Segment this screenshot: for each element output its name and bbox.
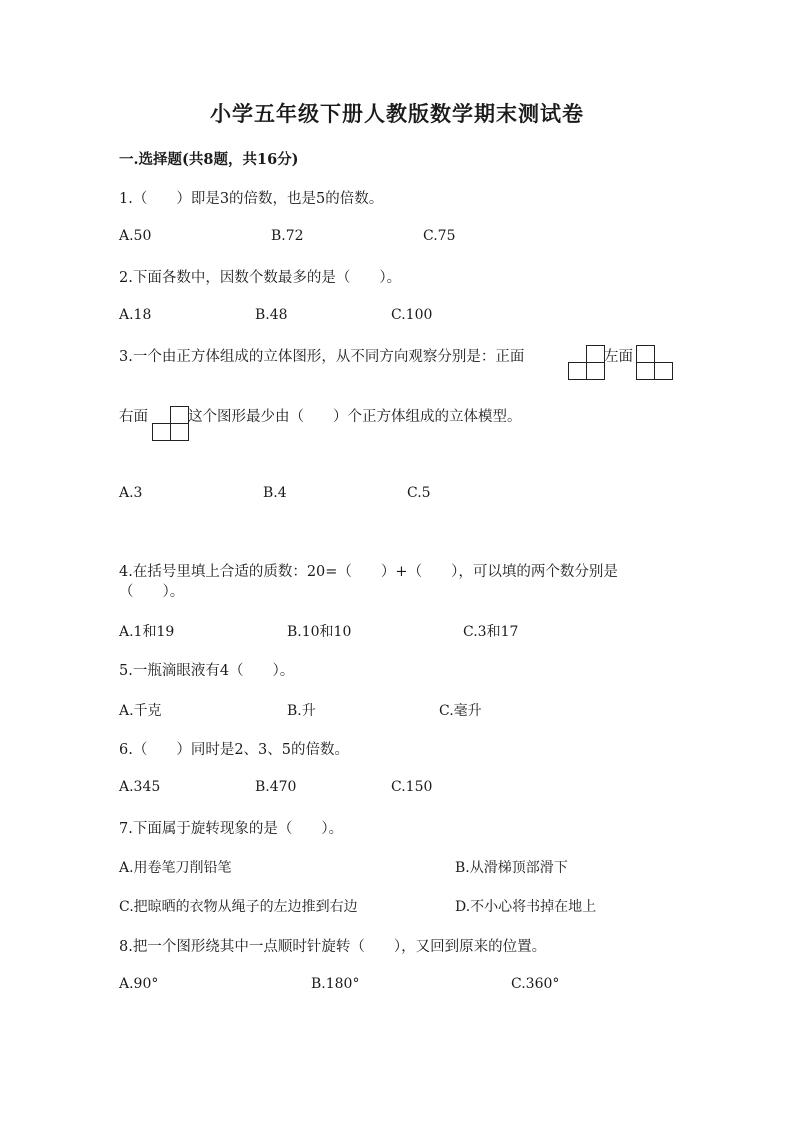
- q2-option-a[interactable]: A.18: [119, 307, 152, 323]
- q7-option-d[interactable]: D.不小心将书掉在地上: [455, 899, 597, 915]
- q5-option-c[interactable]: C.毫升: [439, 703, 482, 719]
- page-title: 小学五年级下册人教版数学期末测试卷: [210, 101, 584, 126]
- question-3-line-1: 3.一个由正方体组成的立体图形，从不同方向观察分别是：正面: [119, 349, 525, 365]
- q8-option-c[interactable]: C.360°: [511, 976, 560, 992]
- question-2: 2.下面各数中，因数个数最多的是（ ）。: [119, 270, 402, 286]
- question-7: 7.下面属于旋转现象的是（ ）。: [119, 821, 344, 837]
- q1-option-c[interactable]: C.75: [423, 228, 456, 244]
- question-4-line-1: 4.在括号里填上合适的质数：20=（ ）+（ ），可以填的两个数分别是: [119, 564, 618, 580]
- question-5: 5.一瓶滴眼液有4（ ）。: [119, 663, 295, 679]
- q6-option-a[interactable]: A.345: [119, 779, 161, 795]
- question-3-line-2: 这个图形最少由（ ）个正方体组成的立体模型。: [188, 409, 522, 425]
- left-view-label: 左面: [604, 349, 633, 365]
- question-8: 8.把一个图形绕其中一点顺时针旋转（ ），又回到原来的位置。: [119, 939, 547, 955]
- q5-option-b[interactable]: B.升: [287, 703, 316, 719]
- q4-option-b[interactable]: B.10和10: [287, 624, 352, 640]
- q8-option-a[interactable]: A.90°: [119, 976, 159, 992]
- q6-option-b[interactable]: B.470: [255, 779, 297, 795]
- question-4-line-2: （ ）。: [119, 584, 185, 600]
- left-view-figure: [636, 345, 674, 381]
- question-6: 6.（ ）同时是2、3、5的倍数。: [119, 742, 350, 758]
- q7-option-a[interactable]: A.用卷笔刀削铅笔: [119, 860, 232, 876]
- question-1: 1.（ ）即是3的倍数，也是5的倍数。: [119, 191, 384, 207]
- q7-option-b[interactable]: B.从滑梯顶部滑下: [455, 860, 568, 876]
- front-view-figure: [568, 345, 606, 381]
- q4-option-c[interactable]: C.3和17: [463, 624, 519, 640]
- right-view-label: 右面: [119, 409, 148, 425]
- q7-option-c[interactable]: C.把晾晒的衣物从绳子的左边推到右边: [119, 899, 358, 915]
- q5-option-a[interactable]: A.千克: [119, 703, 162, 719]
- q2-option-c[interactable]: C.100: [391, 307, 433, 323]
- q6-option-c[interactable]: C.150: [391, 779, 433, 795]
- q3-option-c[interactable]: C.5: [407, 485, 431, 501]
- q8-option-b[interactable]: B.180°: [311, 976, 360, 992]
- right-view-figure: [152, 406, 190, 442]
- q3-option-b[interactable]: B.4: [263, 485, 287, 501]
- q1-option-a[interactable]: A.50: [119, 228, 152, 244]
- section-heading: 一.选择题(共8题，共16分): [119, 151, 299, 168]
- q3-option-a[interactable]: A.3: [119, 485, 143, 501]
- q2-option-b[interactable]: B.48: [255, 307, 288, 323]
- q1-option-b[interactable]: B.72: [271, 228, 304, 244]
- q4-option-a[interactable]: A.1和19: [119, 624, 175, 640]
